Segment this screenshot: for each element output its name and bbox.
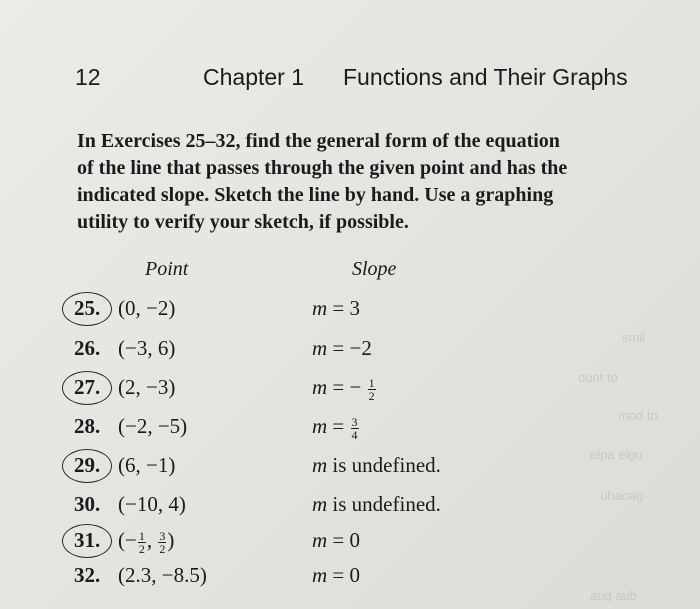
exercise-number: 28. bbox=[74, 414, 101, 438]
exercise-slope: m = −2 bbox=[312, 336, 372, 360]
slope-operator: = − bbox=[332, 375, 362, 399]
exercise-row-31 bbox=[0, 528, 700, 560]
exercise-number: 25. bbox=[74, 296, 101, 320]
exercise-number: 32. bbox=[74, 563, 101, 587]
bleed-through-text: auq aub bbox=[590, 588, 637, 603]
point-separator: , bbox=[146, 528, 158, 552]
point-open-paren: (− bbox=[118, 528, 137, 552]
exercise-point: (6, −1) bbox=[118, 453, 176, 477]
chapter-title: Functions and Their Graphs bbox=[343, 64, 628, 90]
fraction-numerator: 3 bbox=[351, 414, 358, 429]
exercise-slope bbox=[312, 453, 441, 478]
exercise-row-29 bbox=[0, 453, 700, 485]
exercise-row-28 bbox=[0, 414, 700, 446]
fraction-numerator: 3 bbox=[159, 528, 166, 543]
point-close-paren: ) bbox=[167, 528, 175, 552]
slope-undefined-text: is undefined. bbox=[332, 453, 441, 477]
exercise-slope: m = 3 bbox=[312, 296, 361, 320]
exercise-point: (2, −3) bbox=[118, 375, 176, 399]
exercise-point: (−2, −5) bbox=[118, 414, 188, 438]
fraction-denominator: 2 bbox=[368, 388, 375, 403]
exercise-row-32 bbox=[0, 563, 700, 595]
slope-variable: m bbox=[312, 375, 328, 399]
slope-variable: m bbox=[312, 296, 328, 320]
exercise-row-25 bbox=[0, 296, 700, 328]
slope-column-header: Slope bbox=[352, 258, 397, 280]
fraction-denominator: 2 bbox=[138, 541, 145, 556]
slope-variable: m bbox=[312, 336, 328, 360]
exercise-point: (−3, 6) bbox=[118, 336, 176, 360]
instruction-line: In Exercises 25–32, find the general form of the equation bbox=[77, 130, 560, 152]
slope-operator: = bbox=[332, 414, 345, 438]
exercise-point: (0, −2) bbox=[118, 296, 176, 320]
fraction-numerator: 1 bbox=[138, 528, 145, 543]
instruction-line: of the line that passes through the given point and has the bbox=[77, 157, 568, 179]
page-number: 12 bbox=[75, 64, 101, 90]
slope-variable: m bbox=[312, 563, 328, 587]
bleed-through-text: ount to bbox=[578, 370, 618, 385]
bleed-through-text: mod to bbox=[618, 408, 658, 423]
fraction-denominator: 4 bbox=[351, 427, 358, 442]
slope-variable: m bbox=[312, 414, 328, 438]
bleed-through-text: smil bbox=[622, 330, 646, 345]
exercise-row-26 bbox=[0, 336, 700, 368]
exercise-row-27 bbox=[0, 375, 700, 407]
exercise-slope bbox=[312, 375, 377, 402]
slope-undefined-text: is undefined. bbox=[332, 492, 441, 516]
exercise-row-30 bbox=[0, 492, 700, 524]
exercise-number: 27. bbox=[74, 375, 101, 399]
slope-variable: m bbox=[312, 453, 328, 477]
exercise-instructions bbox=[77, 128, 567, 236]
fraction-one-half bbox=[368, 377, 376, 402]
exercise-number: 31. bbox=[74, 528, 101, 552]
exercise-point bbox=[118, 528, 174, 555]
exercise-slope: m = 0 bbox=[312, 563, 361, 587]
bleed-through-text: ubaoag bbox=[600, 488, 644, 503]
exercise-slope bbox=[312, 492, 441, 517]
fraction-denominator: 2 bbox=[159, 541, 166, 556]
slope-variable: m bbox=[312, 528, 328, 552]
slope-variable: m bbox=[312, 492, 328, 516]
exercise-slope bbox=[312, 414, 360, 441]
exercise-slope: m = 0 bbox=[312, 528, 361, 552]
exercise-number: 26. bbox=[74, 336, 101, 360]
point-column-header: Point bbox=[145, 258, 189, 280]
exercise-number: 30. bbox=[74, 492, 101, 516]
instruction-line: utility to verify your sketch, if possible. bbox=[77, 211, 409, 233]
fraction-numerator: 1 bbox=[368, 375, 375, 390]
exercise-point: (−10, 4) bbox=[118, 492, 186, 516]
fraction-one-half bbox=[138, 530, 146, 555]
instruction-line: indicated slope. Sketch the line by hand. Use a graphing bbox=[77, 184, 554, 206]
exercise-number: 29. bbox=[74, 453, 101, 477]
fraction-three-halves bbox=[158, 530, 166, 555]
bleed-through-text: elpa elgu bbox=[590, 447, 643, 462]
fraction-three-quarters bbox=[351, 416, 359, 441]
chapter-label: Chapter 1 bbox=[203, 64, 305, 90]
exercise-point: (2.3, −8.5) bbox=[118, 563, 207, 587]
